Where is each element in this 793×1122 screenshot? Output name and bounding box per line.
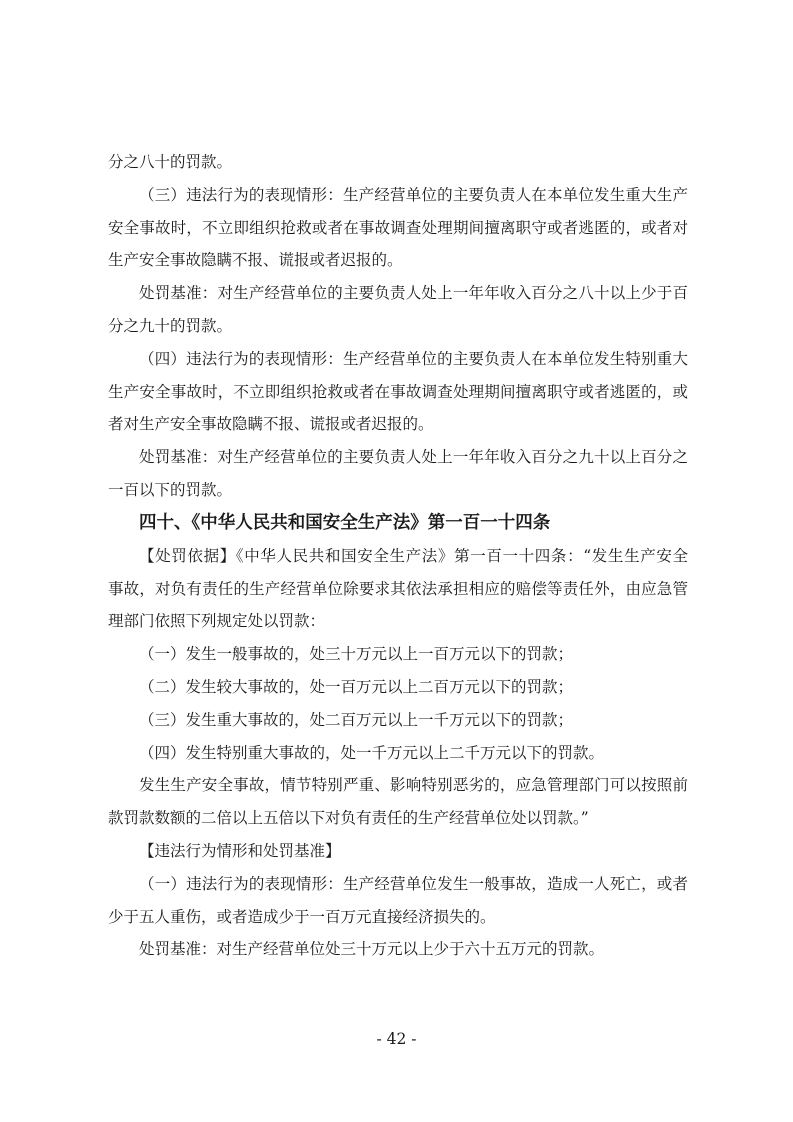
text-line: 一百以下的罚款。 bbox=[108, 480, 233, 499]
text-line: 少于五人重伤，或者造成少于一百万元直接经济损失的。 bbox=[108, 907, 496, 926]
text-line: （一）发生一般事故的，处三十万元以上一百万元以下的罚款； bbox=[139, 645, 574, 664]
text-line: 事故，对负有责任的生产经营单位除要求其依法承担相应的赔偿等责任外，由应急管 bbox=[108, 579, 688, 598]
text-line: 者对生产安全事故隐瞒不报、谎报或者迟报的。 bbox=[108, 415, 434, 434]
document-body bbox=[108, 146, 688, 966]
text-line: （二）发生较大事故的，处一百万元以上二百万元以下的罚款； bbox=[139, 677, 574, 696]
section-heading: 四十、《中华人民共和国安全生产法》第一百一十四条 bbox=[139, 512, 551, 533]
text-line: （一）违法行为的表现情形：生产经营单位发生一般事故，造成一人死亡，或者 bbox=[139, 874, 688, 893]
text-line: 款罚款数额的二倍以上五倍以下对负有责任的生产经营单位处以罚款。” bbox=[108, 809, 589, 828]
text-line: 理部门依照下列规定处以罚款： bbox=[108, 612, 326, 631]
text-line: 生产安全事故隐瞒不报、谎报或者迟报的。 bbox=[108, 251, 403, 270]
text-line: （三）发生重大事故的，处二百万元以上一千万元以下的罚款； bbox=[139, 710, 574, 729]
page-number: - 42 - bbox=[376, 1030, 417, 1048]
text-line: （四）发生特别重大事故的，处一千万元以上二千万元以下的罚款。 bbox=[139, 743, 605, 762]
text-line: （四）违法行为的表现情形：生产经营单位的主要负责人在本单位发生特别重大 bbox=[139, 349, 688, 368]
text-line: 处罚基准：对生产经营单位的主要负责人处上一年年收入百分之八十以上少于百 bbox=[139, 284, 688, 303]
text-line: 安全事故时，不立即组织抢救或者在事故调查处理期间擅离职守或者逃匿的，或者对 bbox=[108, 218, 688, 237]
text-line: 生产安全事故时，不立即组织抢救或者在事故调查处理期间擅离职守或者逃匿的，或 bbox=[108, 382, 688, 401]
text-line: 分之八十的罚款。 bbox=[108, 153, 233, 171]
text-line: 【处罚依据】《中华人民共和国安全生产法》第一百一十四条：“发生生产安全 bbox=[139, 546, 688, 565]
text-line: 处罚基准：对生产经营单位的主要负责人处上一年年收入百分之九十以上百分之 bbox=[139, 448, 688, 467]
text-line: 处罚基准：对生产经营单位处三十万元以上少于六十五万元的罚款。 bbox=[139, 940, 605, 959]
text-line: 分之九十的罚款。 bbox=[108, 316, 233, 335]
text-line: 【违法行为情形和处罚基准】 bbox=[139, 841, 341, 860]
text-line: （三）违法行为的表现情形：生产经营单位的主要负责人在本单位发生重大生产 bbox=[139, 185, 688, 204]
text-line: 发生生产安全事故，情节特别严重、影响特别恶劣的，应急管理部门可以按照前 bbox=[139, 776, 688, 795]
